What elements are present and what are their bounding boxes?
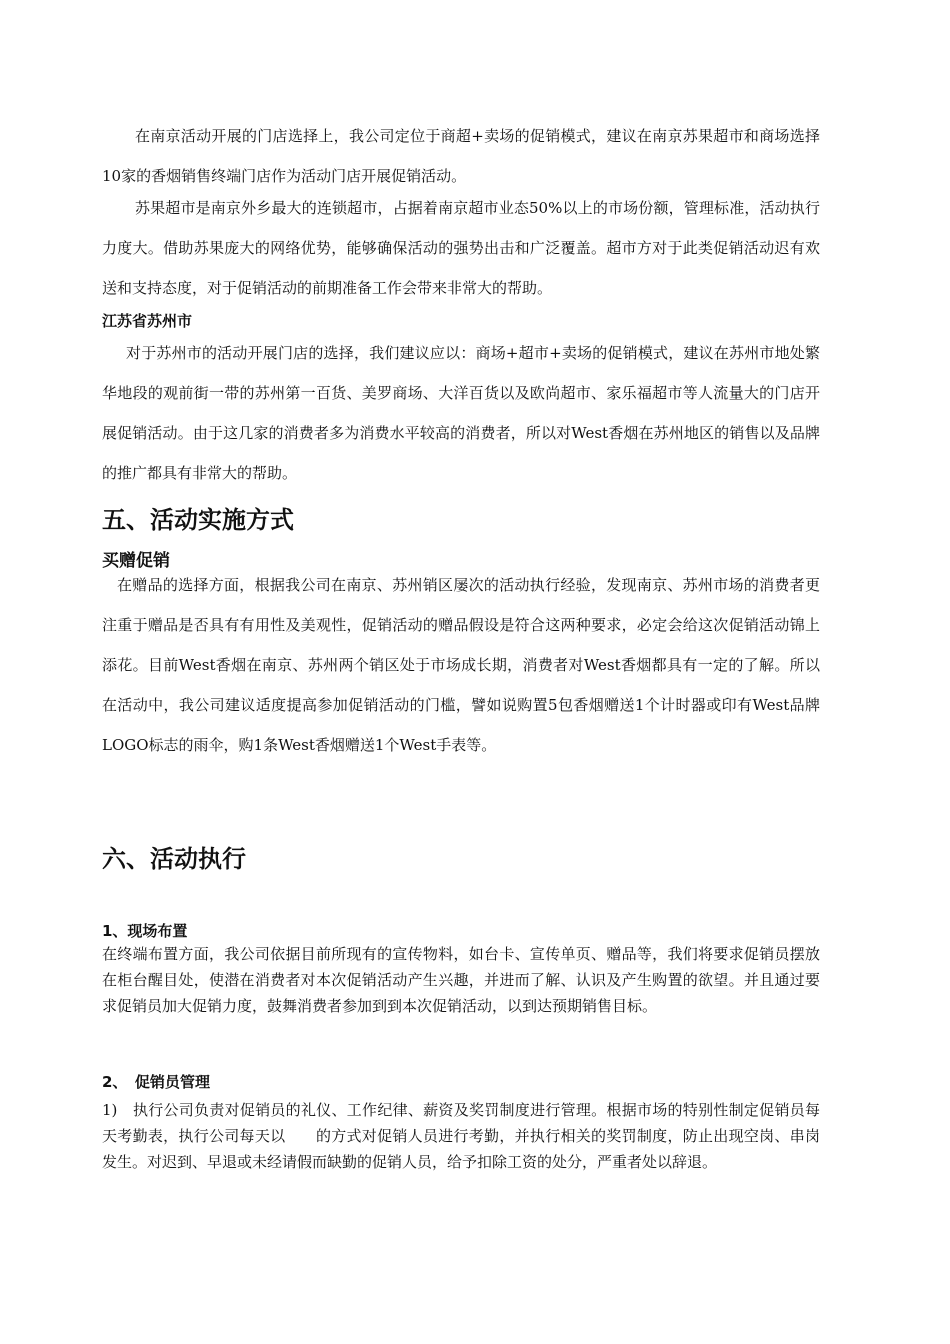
nanjing-paragraph-2: 苏果超市是南京外乡最大的连锁超市，占据着南京超市业态50%以上的市场份额，管理标准，活动执行力度大。借助苏果庞大的网络优势，能够确保活动的强势出击和广泛覆盖。超市方对于此类促销活动迟有欢送和支持态度，对于促销活动的前期准备工作会带来非常大的帮助。 — [102, 199, 820, 297]
suzhou-heading: 江苏省苏州市 — [102, 312, 193, 330]
item-1-heading: 1、现场布置 — [102, 922, 188, 940]
section-5-paragraph: 在赠品的选择方面，根据我公司在南京、苏州销区屡次的活动执行经验，发现南京、苏州市场的消费者更注重于赠品是否具有有用性及美观性，促销活动的赠品假设是符合这两种要求，必定会给这次促销活动锦上添花。目前West香烟在南京、苏州两个销区处于市场成长期，消费者对West香烟都具有一定的了解。所以在活动中，我公司建议适度提高参加促销活动的门槛，譬如说购置5包香烟赠送1个计时器或印有West品牌LOGO标志的雨伞，购1条West香烟赠送1个West手表等。 — [102, 576, 820, 754]
item-2-paragraph: 1) 执行公司负责对促销员的礼仪、工作纪律、薪资及奖罚制度进行管理。根据市场的特别性制定促销员每天考勤表，执行公司每天以 的方式对促销人员进行考勤，并执行相关的奖罚制度，防止出现空岗、串岗发生。对迟到、早退或未经请假而缺勤的促销人员，给予扣除工资的处分，严重者处以辞退。 — [102, 1101, 820, 1171]
item-1-paragraph: 在终端布置方面，我公司依据目前所现有的宣传物料，如台卡、宣传单页、赠品等，我们将要求促销员摆放在柜台醒目处，使潜在消费者对本次促销活动产生兴趣，并进而了解、认识及产生购置的欲望。并且通过要求促销员加大促销力度，鼓舞消费者参加到到本次促销活动，以到达预期销售目标。 — [102, 945, 820, 1015]
nanjing-paragraph-1: 在南京活动开展的门店选择上，我公司定位于商超+卖场的促销模式，建议在南京苏果超市和商场选择10家的香烟销售终端门店作为活动门店开展促销活动。 — [102, 127, 820, 185]
suzhou-paragraph: 对于苏州市的活动开展门店的选择，我们建议应以：商场+超市+卖场的促销模式，建议在苏州市地处繁华地段的观前街一带的苏州第一百货、美罗商场、大洋百货以及欧尚超市、家乐福超市等人流量大的门店开展促销活动。由于这几家的消费者多为消费水平较高的消费者，所以对West香烟在苏州地区的销售以及品牌的推广都具有非常大的帮助。 — [102, 344, 820, 482]
section-5-heading: 五、活动实施方式 — [102, 506, 294, 534]
section-5-subheading: 买赠促销 — [102, 551, 170, 571]
section-6-heading: 六、活动执行 — [102, 845, 246, 873]
item-2-heading: 2、 促销员管理 — [102, 1073, 210, 1091]
